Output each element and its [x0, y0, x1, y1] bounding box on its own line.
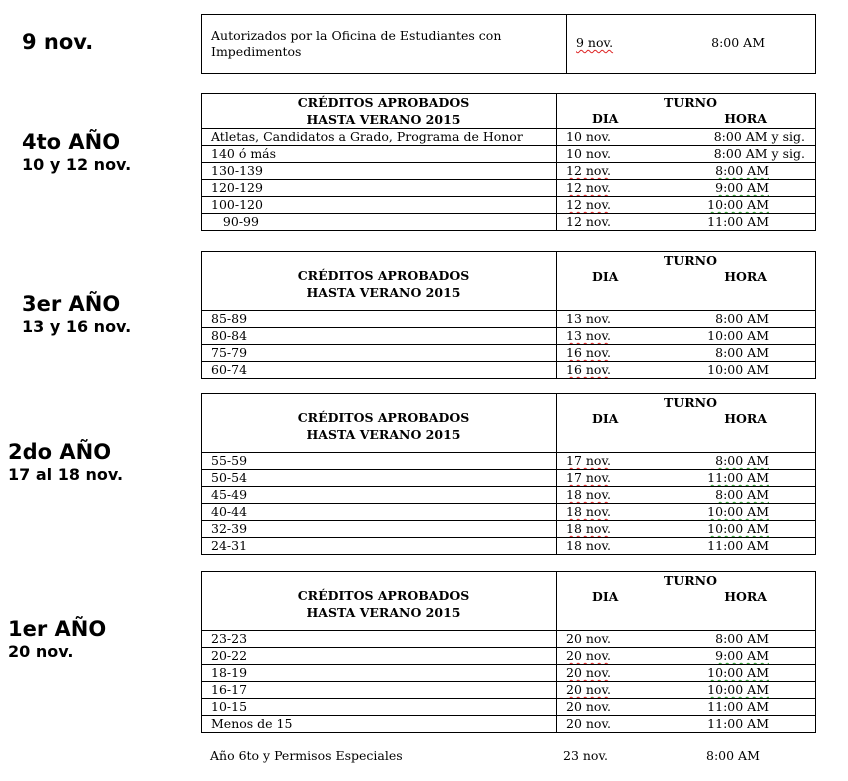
time-value: 8:00 AM [715, 163, 769, 178]
day-value: 18 nov. [566, 521, 612, 536]
time-value: 10:00 AM [707, 362, 769, 377]
time-value: 9:00 AM [715, 180, 769, 195]
table-row [202, 682, 816, 699]
footer-time-value: 8:00 AM [706, 748, 760, 763]
time-value: 10:00 AM [707, 521, 769, 536]
day-value: 20 nov. [566, 716, 612, 731]
day-value: 13 nov. [566, 328, 612, 343]
time-value: 8:00 AM [715, 487, 769, 502]
day-value: 13 nov. [566, 311, 612, 326]
section-dates: 13 y 16 nov. [22, 317, 132, 336]
schedule-cell [557, 521, 816, 538]
table-row [202, 328, 816, 345]
criteria-cell: 16-17 [202, 682, 557, 699]
time-value: 10:00 AM [707, 504, 769, 519]
criteria-cell: 120-129 [202, 180, 557, 197]
time-value: 8:00 AM [715, 345, 769, 360]
header-turno: TURNO DIA HORA [557, 252, 816, 311]
section-title: 9 nov. [22, 30, 94, 54]
criteria-cell: 100-120 [202, 197, 557, 214]
day-value: 16 nov. [566, 362, 612, 377]
time-value: 11:00 AM [707, 716, 769, 731]
section-title: 1er AÑO [8, 617, 107, 641]
footer-day-value: 23 nov. [563, 748, 609, 763]
header-creditos: CRÉDITOS APROBADOS HASTA VERANO 2015 [202, 572, 557, 631]
criteria-cell: 80-84 [202, 328, 557, 345]
section-label-9-nov [22, 30, 93, 54]
time-value: 11:00 AM [707, 699, 769, 714]
table-4to [201, 93, 816, 231]
schedule-cell [557, 631, 816, 648]
section-dates: 20 nov. [8, 642, 74, 661]
table-row [202, 15, 816, 74]
schedule-cell [557, 665, 816, 682]
schedule-cell [557, 197, 816, 214]
time-value: 11:00 AM [707, 538, 769, 553]
schedule-cell [557, 716, 816, 733]
criteria-cell: 45-49 [202, 487, 557, 504]
criteria-cell: 20-22 [202, 648, 557, 665]
day-value: 17 nov. [566, 470, 612, 485]
section-title: 3er AÑO [22, 292, 121, 316]
table-row [202, 214, 816, 231]
table-row [202, 146, 816, 163]
time-value: 9:00 AM [715, 648, 769, 663]
header-creditos: CRÉDITOS APROBADOS HASTA VERANO 2015 [202, 252, 557, 311]
table-row [202, 716, 816, 733]
criteria-cell: 85-89 [202, 311, 557, 328]
table-row [202, 345, 816, 362]
section-dates: 17 al 18 nov. [8, 465, 124, 484]
table-row [202, 521, 816, 538]
schedule-cell [557, 311, 816, 328]
table-row [202, 163, 816, 180]
schedule-cell [557, 214, 816, 231]
table-header [202, 94, 816, 129]
table-header [202, 252, 816, 311]
criteria-cell: 18-19 [202, 665, 557, 682]
criteria-cell: 32-39 [202, 521, 557, 538]
day-value: 10 nov. [566, 146, 612, 161]
schedule-cell [557, 328, 816, 345]
day-value: 16 nov. [566, 345, 612, 360]
header-creditos: CRÉDITOS APROBADOS HASTA VERANO 2015 [202, 94, 557, 129]
criteria-cell: 23-23 [202, 631, 557, 648]
table-row [202, 180, 816, 197]
footer-time [706, 748, 760, 763]
day-value: 18 nov. [566, 538, 612, 553]
section-dates: 10 y 12 nov. [22, 155, 132, 174]
section-label-3er [22, 292, 131, 338]
header-creditos: CRÉDITOS APROBADOS HASTA VERANO 2015 [202, 394, 557, 453]
footer-row [210, 748, 403, 763]
table-row [202, 453, 816, 470]
day-value: 20 nov. [566, 682, 612, 697]
time-value: 10:00 AM [707, 328, 769, 343]
criteria-cell: 40-44 [202, 504, 557, 521]
criteria-cell: Autorizados por la Oficina de Estudiantes con Impedimentos [202, 15, 567, 74]
section-title: 4to AÑO [22, 130, 121, 154]
day-value: 12 nov. [566, 163, 612, 178]
schedule-cell [557, 453, 816, 470]
table-row [202, 648, 816, 665]
schedule-cell [557, 682, 816, 699]
day-value: 18 nov. [566, 487, 612, 502]
time-value: 8:00 AM y sig. [713, 129, 805, 144]
header-turno: TURNO DIA HORA [557, 94, 816, 129]
schedule-cell [557, 163, 816, 180]
schedule-cell [567, 15, 816, 74]
table-row [202, 699, 816, 716]
table-row [202, 311, 816, 328]
criteria-cell: 50-54 [202, 470, 557, 487]
table-3er [201, 251, 816, 379]
criteria-cell: 140 ó más [202, 146, 557, 163]
time-value: 8:00 AM [715, 453, 769, 468]
section-title: 2do AÑO [8, 440, 112, 464]
criteria-cell: 75-79 [202, 345, 557, 362]
table-row [202, 470, 816, 487]
table-2do [201, 393, 816, 555]
table-9-nov [201, 14, 816, 74]
time-value: 8:00 AM y sig. [713, 146, 805, 161]
table-row [202, 197, 816, 214]
table-1er [201, 571, 816, 733]
day-value: 20 nov. [566, 699, 612, 714]
schedule-cell [557, 504, 816, 521]
schedule-cell [557, 648, 816, 665]
criteria-cell: 90-99 [202, 214, 557, 231]
criteria-cell: 10-15 [202, 699, 557, 716]
table-row [202, 129, 816, 146]
schedule-cell [557, 487, 816, 504]
time-value: 10:00 AM [707, 665, 769, 680]
criteria-cell: 60-74 [202, 362, 557, 379]
day-value: 20 nov. [566, 665, 612, 680]
time-value: 10:00 AM [707, 682, 769, 697]
time-value: 8:00 AM [711, 35, 765, 50]
time-value: 8:00 AM [715, 311, 769, 326]
table-header [202, 572, 816, 631]
table-row [202, 538, 816, 555]
schedule-cell [557, 180, 816, 197]
section-label-4to [22, 130, 131, 176]
section-label-1er [8, 617, 106, 663]
schedule-cell [557, 146, 816, 163]
section-label-2do [8, 440, 123, 486]
time-value: 10:00 AM [707, 197, 769, 212]
schedule-cell [557, 129, 816, 146]
criteria-cell: 24-31 [202, 538, 557, 555]
table-row [202, 487, 816, 504]
header-turno: TURNO DIA HORA [557, 572, 816, 631]
criteria-cell: 55-59 [202, 453, 557, 470]
day-value: 12 nov. [566, 214, 612, 229]
schedule-cell [557, 699, 816, 716]
day-value: 20 nov. [566, 631, 612, 646]
schedule-cell [557, 538, 816, 555]
time-value: 11:00 AM [707, 214, 769, 229]
criteria-cell: Menos de 15 [202, 716, 557, 733]
day-value: 12 nov. [566, 180, 612, 195]
schedule-cell [557, 362, 816, 379]
schedule-cell [557, 470, 816, 487]
criteria-cell: Atletas, Candidatos a Grado, Programa de Honor [202, 129, 557, 146]
day-value: 17 nov. [566, 453, 612, 468]
day-value: 20 nov. [566, 648, 612, 663]
day-value: 9 nov. [576, 35, 614, 50]
schedule-cell [557, 345, 816, 362]
footer-day [563, 748, 608, 763]
table-row [202, 362, 816, 379]
table-header [202, 394, 816, 453]
time-value: 8:00 AM [715, 631, 769, 646]
day-value: 10 nov. [566, 129, 612, 144]
day-value: 18 nov. [566, 504, 612, 519]
table-row [202, 504, 816, 521]
day-value: 12 nov. [566, 197, 612, 212]
table-row [202, 631, 816, 648]
footer-criteria: Año 6to y Permisos Especiales [210, 748, 403, 763]
header-turno: TURNO DIA HORA [557, 394, 816, 453]
criteria-cell: 130-139 [202, 163, 557, 180]
table-row [202, 665, 816, 682]
time-value: 11:00 AM [707, 470, 769, 485]
